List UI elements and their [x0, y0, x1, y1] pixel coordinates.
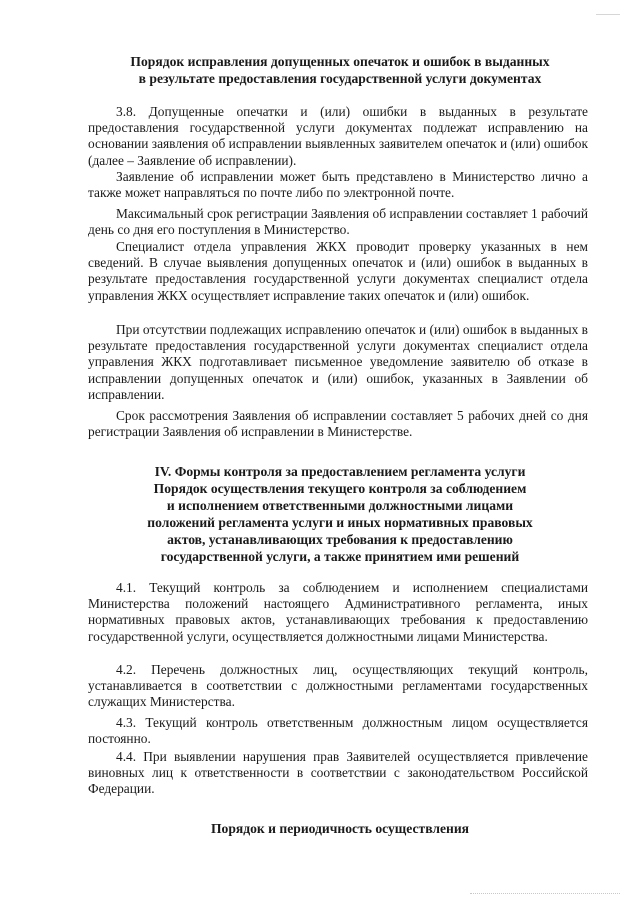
heading-line: положений регламента услуги и иных нормативных правовых — [147, 515, 533, 530]
paragraph-4-1: 4.1. Текущий контроль за соблюдением и исполнением специалистами Министерства положений настоящего Административного регламента, иных нормативных правовых актов, устанавливающих требования к предоставлению государственной услуги, осуществляется должностными лицами Министерства. — [88, 580, 588, 644]
heading-line: в результате предоставления государственной услуги документах — [138, 71, 542, 86]
paragraph-review-term: Срок рассмотрения Заявления об исправлении составляет 5 рабочих дней со дня регистрации Заявления об исправлении в Министерстве. — [88, 408, 588, 440]
heading-line: и исполнением ответственными должностными лицами — [166, 498, 514, 513]
heading-line: государственной услуги, а также принятием ими решений — [160, 549, 520, 564]
scan-edge-mark-bottom — [470, 893, 620, 895]
heading-line: Порядок исправления допущенных опечаток и ошибок в выданных — [130, 54, 550, 69]
paragraph-refusal-notice: При отсутствии подлежащих исправлению опечаток и (или) ошибок в выданных в результате предоставления государственной услуги документах специалист отдела управления ЖКХ подготавливает письменное уведомление заявителю об отказе в исправлении допущенных опечаток и (или) ошибок, указанных в Заявлении об исправлении. — [88, 322, 588, 402]
heading-line: IV. Формы контроля за предоставлением регламента услуги — [154, 464, 526, 479]
paragraph-3-8: 3.8. Допущенные опечатки и (или) ошибки в выданных в результате предоставления государственной услуги документах подлежат исправлению на основании заявления об исправлении выявленных заявителем опечаток и (или) ошибок (далее – Заявление об исправлении). — [88, 104, 588, 168]
scan-edge-mark — [596, 14, 620, 15]
paragraph-submission: Заявление об исправлении может быть представлено в Министерство лично а также может направляться по почте либо по электронной почте. — [88, 169, 588, 201]
section-heading-periodicity — [80, 820, 600, 837]
paragraph-registration-term: Максимальный срок регистрации Заявления об исправлении составляет 1 рабочий день со дня его поступления в Министерство. — [88, 206, 588, 238]
paragraph-verification: Специалист отдела управления ЖКХ проводит проверку указанных в нем сведений. В случае выявления допущенных опечаток и (или) ошибок в выданных в результате предоставления государственной услуги документах специалист отдела управления ЖКХ осуществляет исправление таких опечаток и (или) ошибок. — [88, 239, 588, 303]
paragraph-4-2: 4.2. Перечень должностных лиц, осуществляющих текущий контроль, устанавливается в соответствии с должностными регламентами государственных служащих Министерства. — [88, 662, 588, 710]
heading-line: Порядок осуществления текущего контроля за соблюдением — [153, 481, 527, 496]
paragraph-4-4: 4.4. При выявлении нарушения прав Заявителей осуществляется привлечение виновных лиц к ответственности в соответствии с законодательством Российской Федерации. — [88, 749, 588, 797]
heading-line: Порядок и периодичность осуществления — [210, 821, 470, 836]
heading-line: актов, устанавливающих требования к предоставлению — [167, 532, 513, 547]
section-heading-corrections — [80, 53, 600, 87]
paragraph-4-3: 4.3. Текущий контроль ответственным должностным лицом осуществляется постоянно. — [88, 715, 588, 747]
section-heading-control-forms — [80, 463, 600, 565]
